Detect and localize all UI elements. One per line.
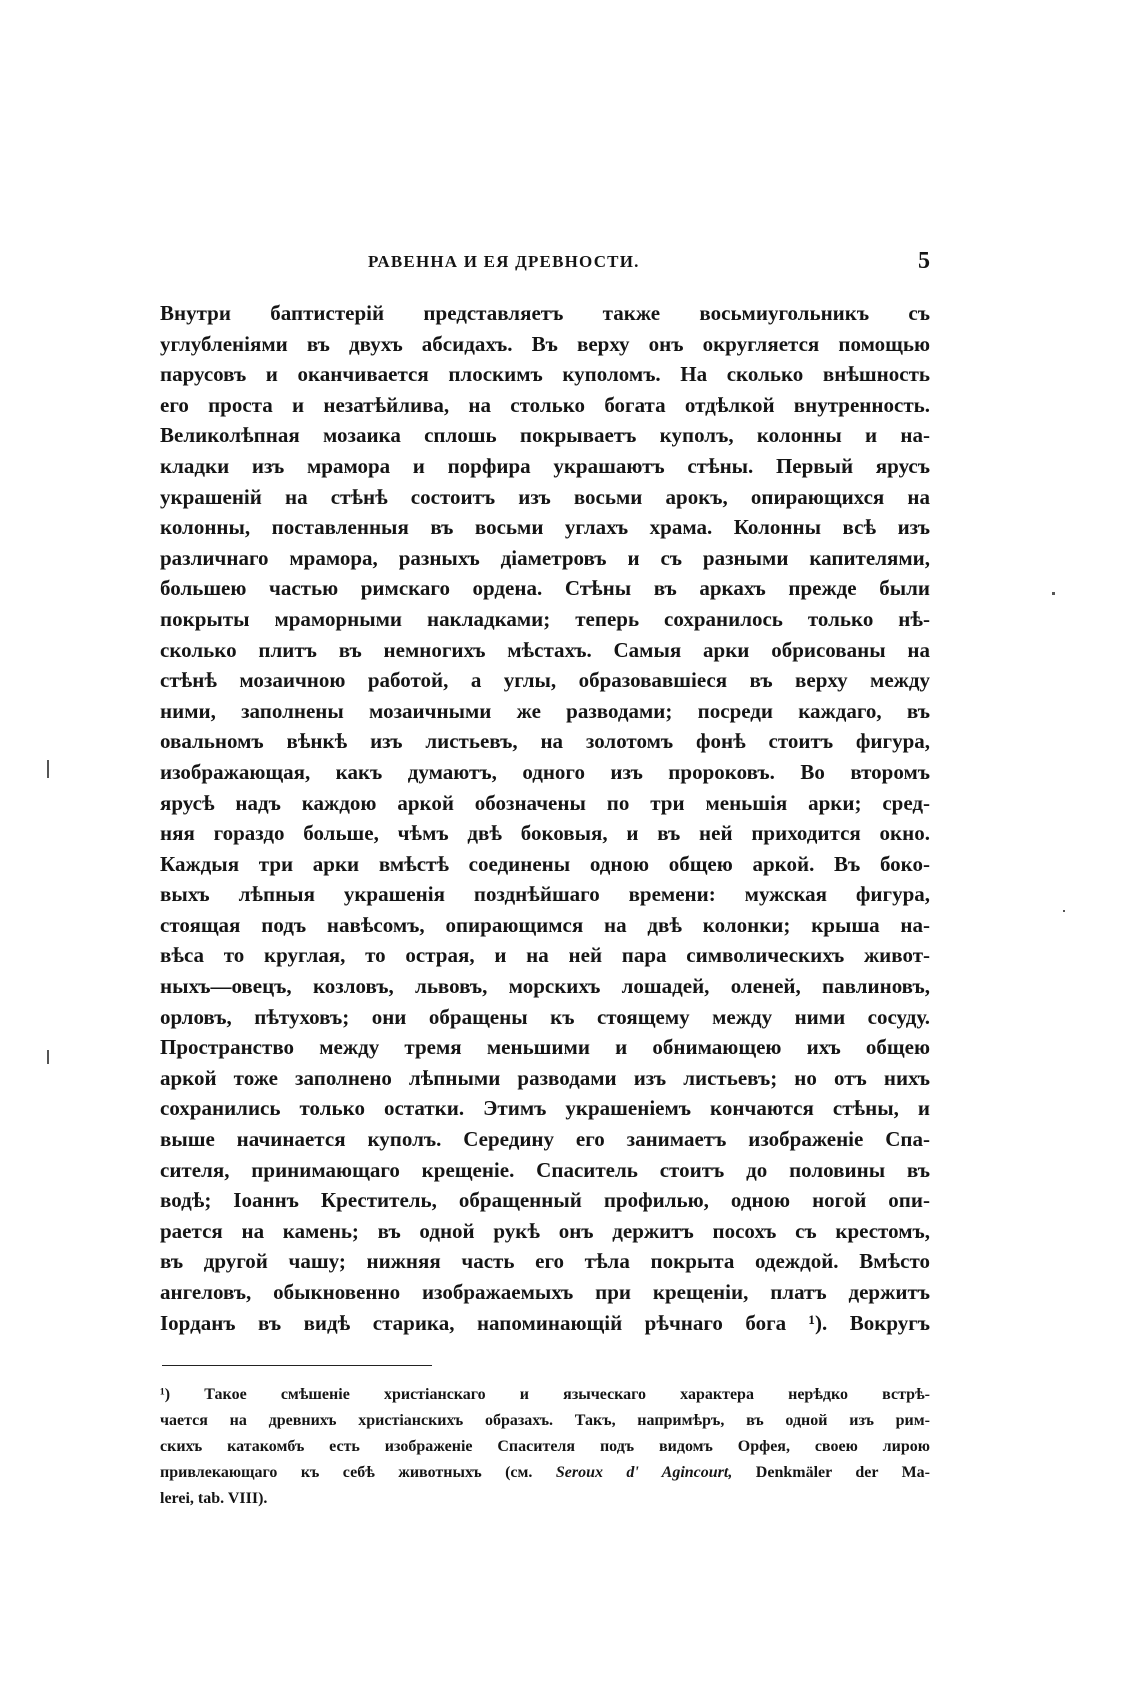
text-line: кладки изъ мрамора и порфира украшаютъ стѣны. Первый ярусъ (160, 453, 930, 478)
text-line: Каждыя три арки вмѣстѣ соединены одною общею аркой. Въ боко- (160, 851, 930, 876)
scan-speck (47, 1050, 49, 1064)
text-line: няя гораздо больше, чѣмъ двѣ боковыя, и въ ней приходится окно. (160, 821, 930, 846)
text-line: въ другой чашу; нижняя часть его тѣла покрыта одеждой. Вмѣсто (160, 1249, 930, 1274)
footnote-line: чается на древнихъ христіанскихъ образахъ. Такъ, напримѣръ, въ одной изъ рим- (160, 1412, 930, 1429)
text-line: водѣ; Іоаннъ Креститель, обращенный профилью, одною ногой опи- (160, 1188, 930, 1213)
scan-speck (1052, 592, 1055, 595)
running-title: РАВЕННА И ЕЯ ДРЕВНОСТИ. (368, 252, 640, 271)
page-number: 5 (918, 248, 930, 274)
footnote (160, 1382, 930, 1512)
footnote-citation-author: Seroux d' Agincourt, (555, 1464, 733, 1481)
footnote-text: привлекающаго къ себѣ животныхъ (см. (160, 1464, 533, 1481)
page-header (160, 248, 930, 282)
text-line: ярусѣ надъ каждою аркой обозначены по три меньшія арки; сред- (160, 790, 930, 815)
text-line: выше начинается куполъ. Середину его занимаетъ изображеніе Спа- (160, 1127, 930, 1152)
text-line: стоящая подъ навѣсомъ, опирающимся на двѣ колонки; крыша на- (160, 912, 930, 937)
text-line: овальномъ вѣнкѣ изъ листьевъ, на золотомъ фонѣ стоитъ фигура, (160, 729, 930, 754)
scan-speck (47, 760, 49, 778)
text-line: Пространство между тремя меньшими и обнимающею ихъ общею (160, 1035, 930, 1060)
text-line: Іорданъ въ видѣ старика, напоминающій рѣчнаго бога ¹). Вокругъ (160, 1310, 930, 1335)
text-line: колонны, поставленныя въ восьми углахъ храма. Колонны всѣ изъ (160, 515, 930, 540)
scan-speck (1063, 910, 1065, 912)
text-line: сохранились только остатки. Этимъ украшеніемъ кончаются стѣны, и (160, 1096, 930, 1121)
footnote-citation-title: Denkmäler der Ma- (755, 1464, 930, 1481)
text-line: Великолѣпная мозаика сплошь покрываетъ куполъ, колонны и на- (160, 423, 930, 448)
text-line: парусовъ и оканчивается плоскимъ куполомъ. На сколько внѣшность (160, 362, 930, 387)
footnote-line: ¹) Такое смѣшеніе христіанскаго и языческаго характера нерѣдко встрѣ- (160, 1386, 930, 1403)
text-line: его проста и незатѣйлива, на столько богата отдѣлкой внутренность. (160, 392, 930, 417)
body-text (160, 298, 930, 1338)
text-line: рается на камень; въ одной рукѣ онъ держитъ посохъ съ крестомъ, (160, 1218, 930, 1243)
text-line: различнаго мрамора, разныхъ діаметровъ и съ разными капителями, (160, 545, 930, 570)
text-line: выхъ лѣпныя украшенія позднѣйшаго времени: мужская фигура, (160, 882, 930, 907)
text-line: углубленіями въ двухъ абсидахъ. Въ верху онъ округляется помощью (160, 331, 930, 356)
text-line: сколько плитъ въ немногихъ мѣстахъ. Самыя арки обрисованы на (160, 637, 930, 662)
text-line: покрыты мраморными накладками; теперь сохранилось только нѣ- (160, 606, 930, 631)
text-line: большею частью римскаго ордена. Стѣны въ аркахъ прежде были (160, 576, 930, 601)
text-line: орловъ, пѣтуховъ; они обращены къ стоящему между ними сосуду. (160, 1004, 930, 1029)
text-line: сителя, принимающаго крещеніе. Спаситель стоитъ до половины въ (160, 1157, 930, 1182)
text-line: Внутри баптистерій представляетъ также восьмиугольникъ съ (160, 301, 930, 325)
footnote-rule (162, 1365, 432, 1366)
text-line: аркой тоже заполнено лѣпными разводами изъ листьевъ; но отъ нихъ (160, 1065, 930, 1090)
text-line: украшеній на стѣнѣ состоитъ изъ восьми арокъ, опирающихся на (160, 484, 930, 509)
footnote-line: скихъ катакомбъ есть изображеніе Спасителя подъ видомъ Орфея, своею лирою (160, 1438, 930, 1455)
text-line: ними, заполнены мозаичными же разводами; посреди каждаго, въ (160, 698, 930, 723)
text-line: стѣнѣ мозаичною работой, а углы, образовавшіеся въ верху между (160, 668, 930, 693)
text-line: ныхъ—овецъ, козловъ, львовъ, морскихъ лошадей, оленей, павлиновъ, (160, 974, 930, 999)
footnote-line: lerei, tab. VIII). (160, 1490, 268, 1507)
footnote-line (160, 1460, 930, 1486)
text-line: ангеловъ, обыкновенно изображаемыхъ при крещеніи, платъ держитъ (160, 1280, 930, 1304)
text-line: вѣса то круглая, то острая, и на ней пара символическихъ живот- (160, 943, 930, 968)
text-line: изображающая, какъ думаютъ, одного изъ пророковъ. Во второмъ (160, 759, 930, 784)
